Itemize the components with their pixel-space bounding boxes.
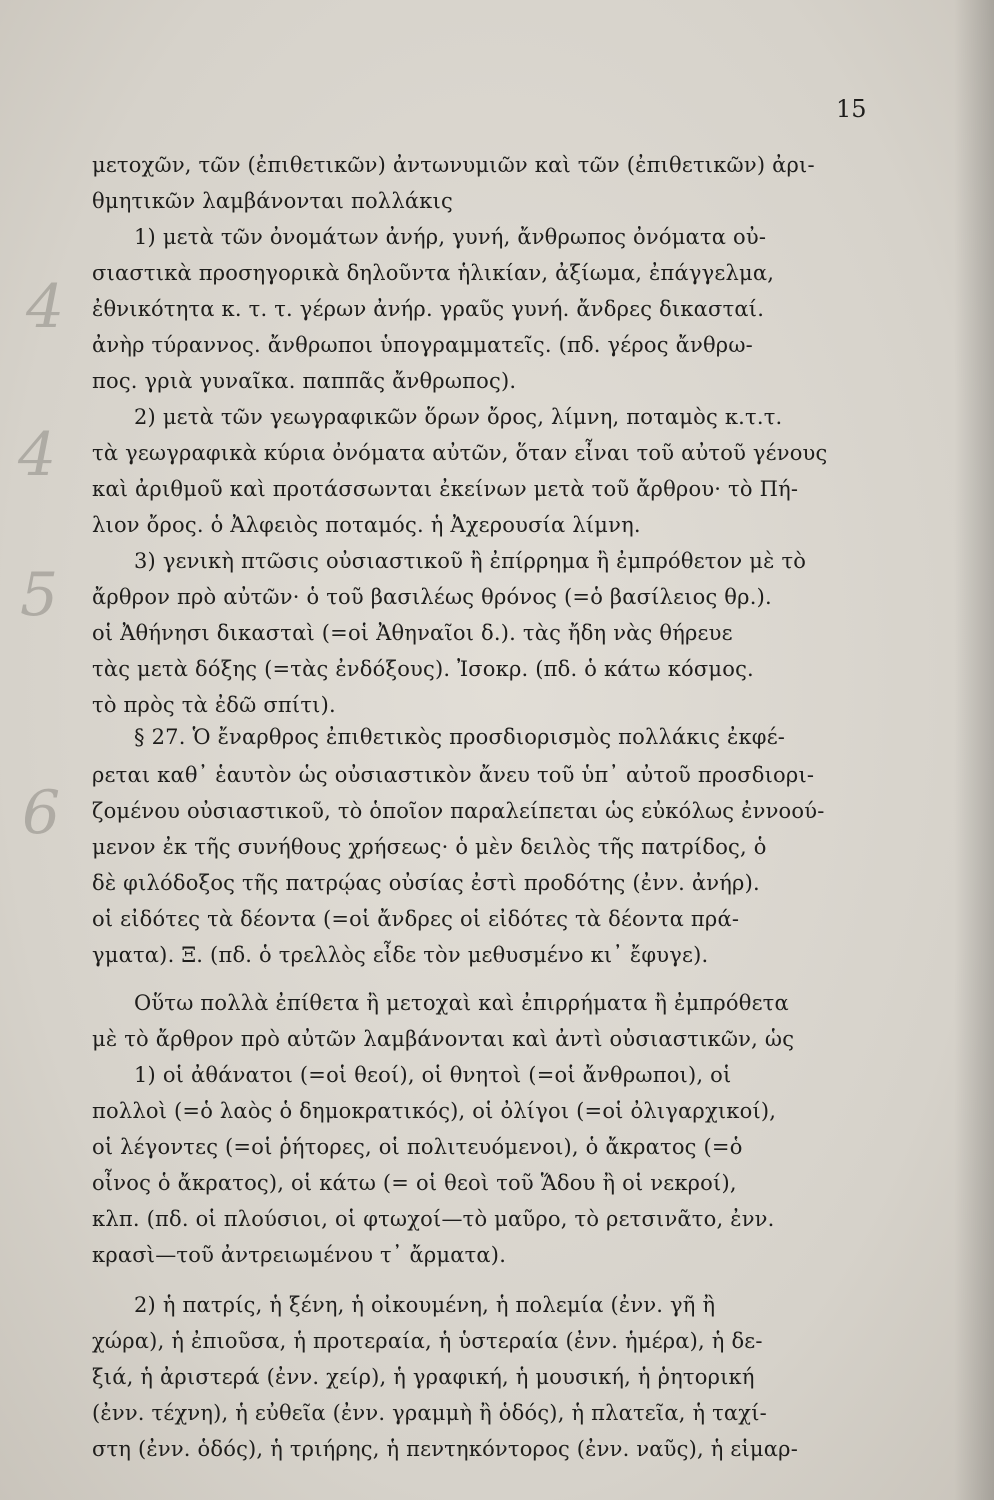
text-line: ἄρθρον πρὸ αὐτῶν· ὁ τοῦ βασιλέως θρόνος (=ὁ βασίλειος θρ.). (92, 585, 772, 609)
text-line: γματα). Ξ. (πδ. ὁ τρελλὸς εἶδε τὸν μεθυσμένο κι᾽ ἔφυγε). (92, 943, 709, 967)
text-line: ἐθνικότητα κ. τ. τ. γέρων ἀνήρ. γραῦς γυνή. ἄνδρες δικασταί. (92, 297, 765, 321)
text-line: στη (ἐνν. ὁδός), ἡ τριήρης, ἡ πεντηκόντορος (ἐνν. ναῦς), ἡ εἱμαρ- (92, 1437, 798, 1461)
text-line: τὰ γεωγραφικὰ κύρια ὀνόματα αὐτῶν, ὅταν εἶναι τοῦ αὐτοῦ γένους (92, 441, 828, 465)
text-line: κρασὶ—τοῦ ἀντρειωμένου τ᾽ ἄρματα). (92, 1243, 507, 1267)
text-line: λιον ὄρος. ὁ Ἀλφειὸς ποταμός. ἡ Ἀχερουσία λίμνη. (92, 513, 641, 537)
margin-mark: 5 (20, 560, 59, 630)
text-line: οἱ Ἀθήνησι δικασταὶ (=οἱ Ἀθηναῖοι δ.). τὰς ἤδη νὰς θήρευε (92, 621, 733, 645)
margin-mark: 4 (26, 272, 65, 342)
text-line: θμητικῶν λαμβάνονται πολλάκις (92, 189, 453, 213)
text-line: μενον ἐκ τῆς συνήθους χρήσεως· ὁ μὲν δειλὸς τῆς πατρίδος, ὁ (92, 835, 767, 859)
text-line: 2) μετὰ τῶν γεωγραφικῶν ὅρων ὄρος, λίμνη, ποταμὸς κ.τ.τ. (134, 405, 783, 429)
text-line: τὸ πρὸς τὰ ἐδῶ σπίτι). (92, 693, 336, 717)
text-line: ξιά, ἡ ἀριστερά (ἐνν. χείρ), ἡ γραφική, ἡ μουσική, ἡ ῥητορική (92, 1365, 755, 1389)
text-line: πολλοὶ (=ὁ λαὸς ὁ δημοκρατικός), οἱ ὀλίγοι (=οἱ ὀλιγαρχικοί), (92, 1099, 777, 1123)
text-line: τὰς μετὰ δόξης (=τὰς ἐνδόξους). Ἰσοκρ. (πδ. ὁ κάτω κόσμος. (92, 657, 754, 681)
text-line: (ἐνν. τέχνη), ἡ εὐθεῖα (ἐνν. γραμμὴ ἢ ὁδός), ἡ πλατεῖα, ἡ ταχί- (92, 1401, 767, 1425)
text-line: 3) γενικὴ πτῶσις οὐσιαστικοῦ ἢ ἐπίρρημα ἢ ἐμπρόθετον μὲ τὸ (134, 549, 807, 573)
margin-mark: 4 (18, 420, 57, 490)
text-line: § 27. Ὁ ἔναρθρος ἐπιθετικὸς προσδιορισμὸς πολλάκις ἐκφέ- (134, 725, 786, 749)
text-line: χώρα), ἡ ἐπιοῦσα, ἡ προτεραία, ἡ ὑστεραία (ἐνν. ἡμέρα), ἡ δε- (92, 1329, 763, 1353)
text-line: πος. γριὰ γυναῖκα. παππᾶς ἄνθρωπος). (92, 369, 517, 393)
page-edge-shadow (954, 0, 994, 1500)
text-line: μὲ τὸ ἄρθρον πρὸ αὐτῶν λαμβάνονται καὶ ἀντὶ οὐσιαστικῶν, ὡς (92, 1027, 795, 1051)
text-line: ζομένου οὐσιαστικοῦ, τὸ ὁποῖον παραλείπεται ὡς εὐκόλως ἐννοού- (92, 799, 825, 823)
text-line: δὲ φιλόδοξος τῆς πατρῴας οὐσίας ἐστὶ προδότης (ἐνν. ἀνήρ). (92, 871, 760, 895)
page-number: 15 (836, 95, 867, 123)
text-line: οἱ εἰδότες τὰ δέοντα (=οἱ ἄνδρες οἱ εἰδότες τὰ δέοντα πρά- (92, 907, 740, 931)
text-line: 2) ἡ πατρίς, ἡ ξένη, ἡ οἰκουμένη, ἡ πολεμία (ἐνν. γῆ ἢ (134, 1293, 716, 1317)
text-line: 1) οἱ ἀθάνατοι (=οἱ θεοί), οἱ θνητοὶ (=οἱ ἄνθρωποι), οἱ (134, 1063, 732, 1087)
text-line: καὶ ἀριθμοῦ καὶ προτάσσωνται ἐκείνων μετὰ τοῦ ἄρθρου· τὸ Πή- (92, 477, 799, 501)
text-line: 1) μετὰ τῶν ὀνομάτων ἀνήρ, γυνή, ἄνθρωπος ὀνόματα οὐ- (134, 225, 767, 249)
text-line: κλπ. (πδ. οἱ πλούσιοι, οἱ φτωχοί—τὸ μαῦρο, τὸ ρετσινᾶτο, ἐνν. (92, 1207, 775, 1231)
text-line: μετοχῶν, τῶν (ἐπιθετικῶν) ἀντωνυμιῶν καὶ τῶν (ἐπιθετικῶν) ἀρι- (92, 153, 815, 177)
text-line: ρεται καθ᾽ ἑαυτὸν ὡς οὐσιαστικὸν ἄνευ τοῦ ὑπ᾽ αὐτοῦ προσδιορι- (92, 763, 815, 787)
text-line: οἶνος ὁ ἄκρατος), οἱ κάτω (= οἱ θεοὶ τοῦ Ἅδου ἢ οἱ νεκροί), (92, 1171, 737, 1195)
text-line: οἱ λέγοντες (=οἱ ῥήτορες, οἱ πολιτευόμενοι), ὁ ἄκρατος (=ὁ (92, 1135, 743, 1159)
text-line: Οὕτω πολλὰ ἐπίθετα ἢ μετοχαὶ καὶ ἐπιρρήματα ἢ ἐμπρόθετα (134, 991, 789, 1015)
margin-mark: 6 (22, 778, 61, 848)
text-line: ἀνὴρ τύραννος. ἄνθρωποι ὑπογραμματεῖς. (πδ. γέρος ἄνθρω- (92, 333, 753, 357)
text-line: σιαστικὰ προσηγορικὰ δηλοῦντα ἡλικίαν, ἀξίωμα, ἐπάγγελμα, (92, 261, 775, 285)
